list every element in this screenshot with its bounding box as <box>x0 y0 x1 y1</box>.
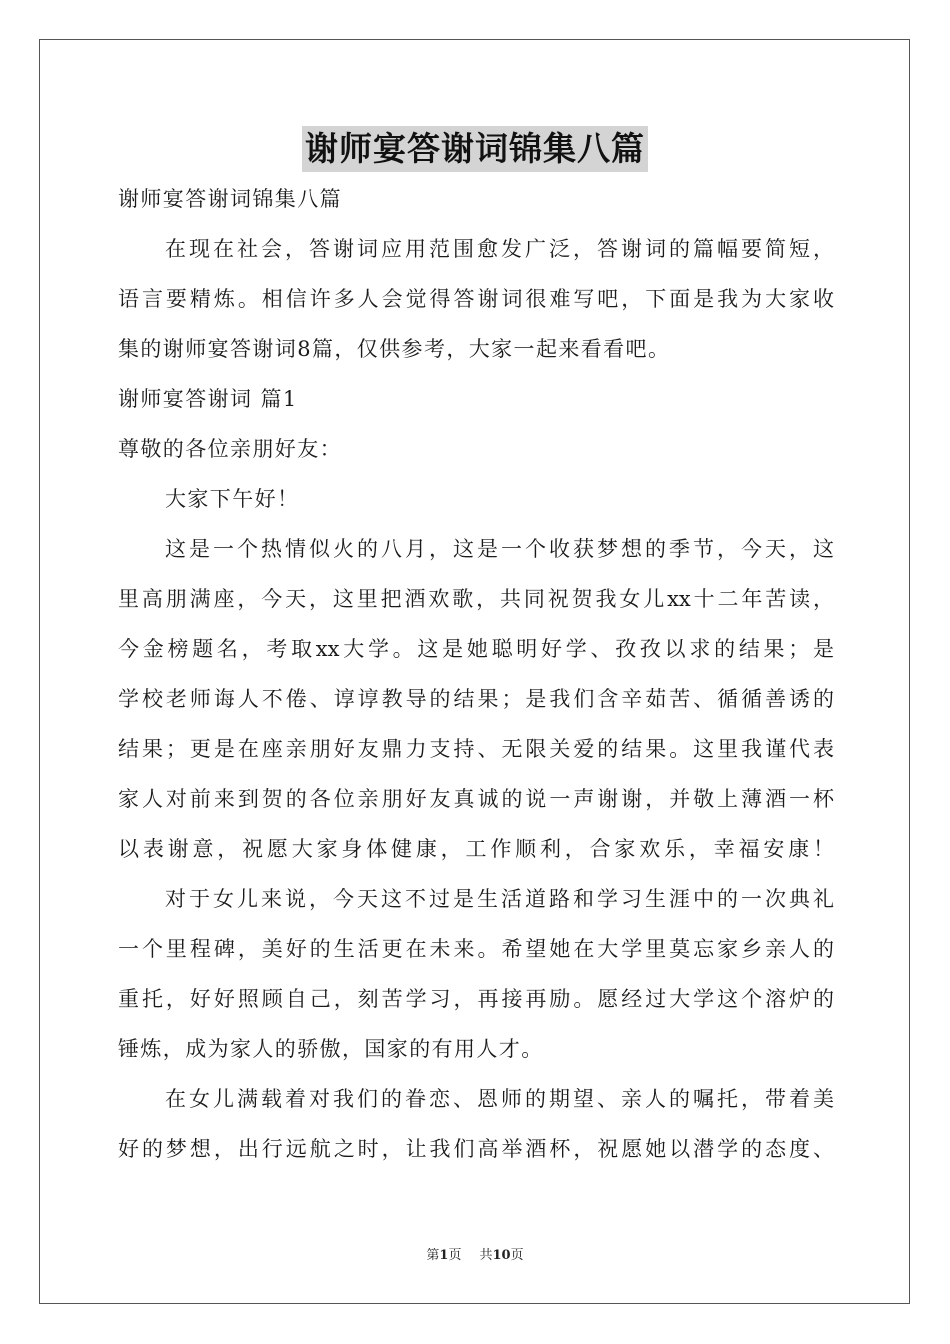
paragraph-line: 重托，好好照顾自己，刻苦学习，再接再励。愿经过大学这个溶炉的 <box>118 987 834 1011</box>
paragraph-line: 一个里程碑，美好的生活更在未来。希望她在大学里莫忘家乡亲人的 <box>118 937 834 961</box>
paragraph-line: 学校老师诲人不倦、谆谆教导的结果；是我们含辛茹苦、循循善诱的 <box>118 687 834 711</box>
salutation-line: 尊敬的各位亲朋好友： <box>118 437 342 461</box>
paragraph-line: 结果；更是在座亲朋好友鼎力支持、无限关爱的结果。这里我谨代表 <box>118 737 834 761</box>
paragraph-line: 里高朋满座，今天，这里把酒欢歌，共同祝贺我女儿xx十二年苦读， <box>118 587 834 611</box>
paragraph-line: 好的梦想，出行远航之时，让我们高举酒杯，祝愿她以潜学的态度、 <box>118 1137 834 1161</box>
paragraph-line: 这是一个热情似火的八月，这是一个收获梦想的季节，今天，这 <box>165 537 834 561</box>
page-footer <box>0 1247 950 1265</box>
paragraph-line: 集的谢师宴答谢词8篇，仅供参考，大家一起来看看吧。 <box>118 337 671 361</box>
title-container <box>0 126 950 172</box>
greeting-line: 大家下午好！ <box>165 487 300 511</box>
paragraph-line: 家人对前来到贺的各位亲朋好友真诚的说一声谢谢，并敬上薄酒一杯 <box>118 787 834 811</box>
paragraph-line: 锤炼，成为家人的骄傲，国家的有用人才。 <box>118 1037 544 1061</box>
paragraph-line: 语言要精炼。相信许多人会觉得答谢词很难写吧，下面是我为大家收 <box>118 287 834 311</box>
document-title: 谢师宴答谢词锦集八篇 <box>302 126 648 172</box>
paragraph-line: 以表谢意，祝愿大家身体健康，工作顺利，合家欢乐，幸福安康！ <box>118 837 834 861</box>
section-heading: 谢师宴答谢词 篇1 <box>118 387 298 411</box>
total-pages: 10 <box>492 1248 511 1263</box>
paragraph-line: 今金榜题名，考取xx大学。这是她聪明好学、孜孜以求的结果；是 <box>118 637 834 661</box>
page-border <box>39 39 910 1304</box>
subtitle-line: 谢师宴答谢词锦集八篇 <box>118 187 342 211</box>
paragraph-line: 在现在社会，答谢词应用范围愈发广泛，答谢词的篇幅要简短， <box>165 237 834 261</box>
page-suffix: 页 <box>448 1248 462 1263</box>
paragraph-line: 对于女儿来说，今天这不过是生活道路和学习生涯中的一次典礼 <box>165 887 834 911</box>
page-prefix: 第 <box>426 1248 440 1263</box>
total-suffix: 页 <box>510 1248 524 1263</box>
paragraph-line: 在女儿满载着对我们的眷恋、恩师的期望、亲人的嘱托，带着美 <box>165 1087 834 1111</box>
page-number: 1 <box>439 1248 449 1263</box>
total-prefix: 共 <box>479 1248 493 1263</box>
